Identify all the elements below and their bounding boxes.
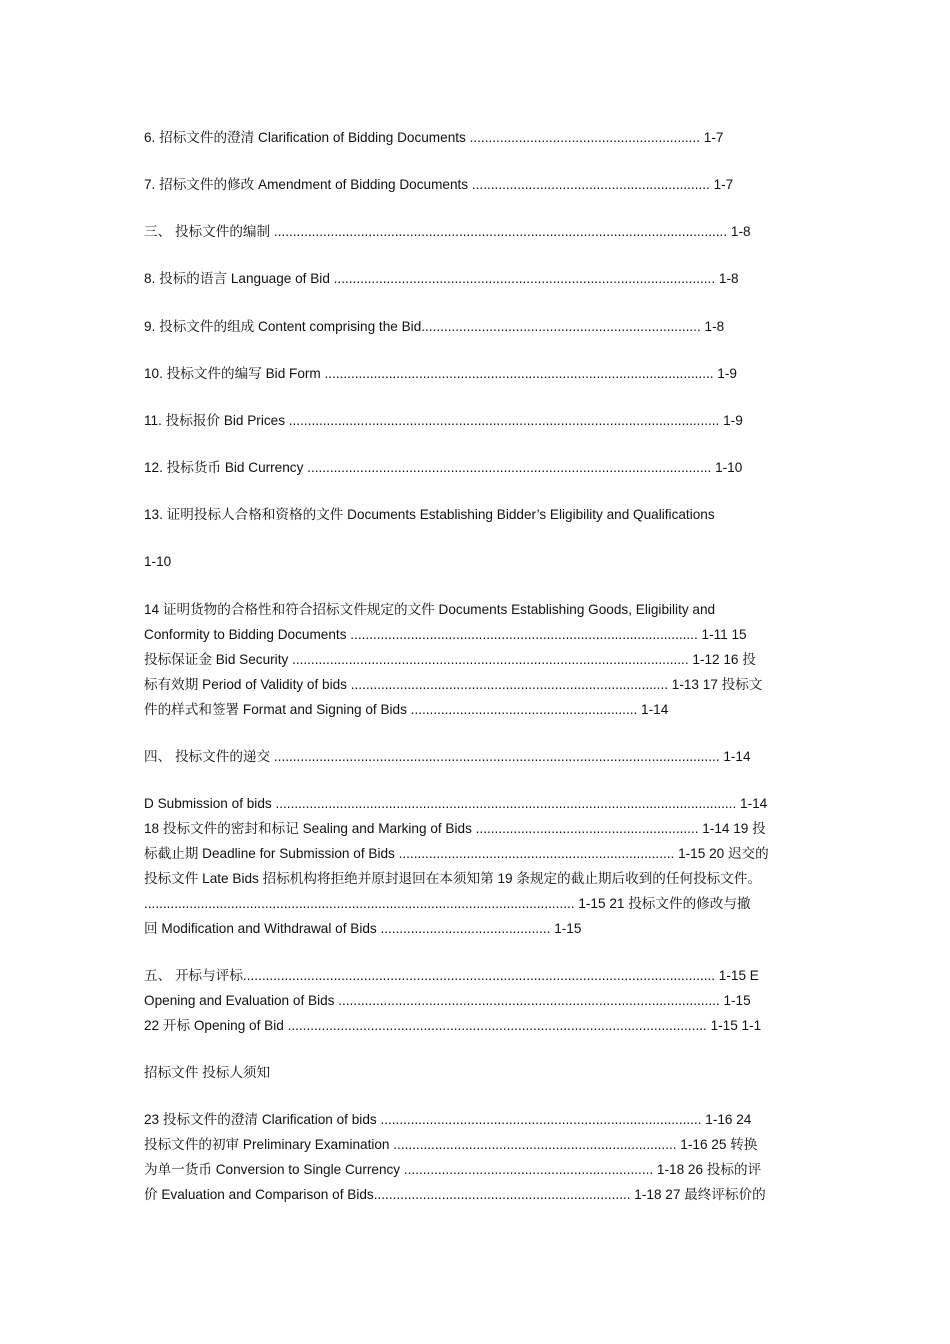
toc-entry: 8. 投标的语言 Language of Bid ..................................................................................................... 1-8 xyxy=(144,271,739,286)
toc-entry: 11. 投标报价 Bid Prices .................................................................................................................. 1-9 xyxy=(144,413,743,428)
toc-entry: 标有效期 Period of Validity of bids .................................................................................... 1-13 17 投标文 xyxy=(144,677,763,692)
toc-entry: 13. 证明投标人合格和资格的文件 Documents Establishing Bidder’s Eligibility and Qualifications xyxy=(144,507,715,522)
toc-entry: 投标保证金 Bid Security ......................................................................................................... 1-12 16 投 xyxy=(144,652,756,667)
toc-section-heading: 四、 投标文件的递交 ...................................................................................................................... 1-14 xyxy=(144,749,751,764)
toc-section-heading: 三、 投标文件的编制 ........................................................................................................................ 1-8 xyxy=(144,224,751,239)
toc-entry: 18 投标文件的密封和标记 Sealing and Marking of Bids ........................................................... 1-14 19 投 xyxy=(144,821,766,836)
toc-entry: 价 Evaluation and Comparison of Bids.................................................................... 1-18 27 最终评标价的 xyxy=(144,1187,766,1202)
toc-entry: 10. 投标文件的编写 Bid Form ....................................................................................................... 1-9 xyxy=(144,366,737,381)
toc-entry: 9. 投标文件的组成 Content comprising the Bid.......................................................................... 1-8 xyxy=(144,319,725,334)
toc-entry: 14 证明货物的合格性和符合招标文件规定的文件 Documents Establishing Goods, Eligibility and xyxy=(144,602,716,617)
toc-entry: Opening and Evaluation of Bids ..................................................................................................... 1-15 xyxy=(144,993,751,1008)
toc-entry: 投标文件 Late Bids 招标机构将拒绝并原封退回在本须知第 19 条规定的截止期后收到的任何投标文件。 xyxy=(144,871,762,886)
toc-section-heading: 五、 开标与评标............................................................................................................................. 1-15 E xyxy=(144,968,759,983)
toc-entry: 12. 投标货币 Bid Currency ........................................................................................................... 1-10 xyxy=(144,460,743,475)
running-header: 招标文件 投标人须知 xyxy=(144,1065,271,1080)
toc-entry: 23 投标文件的澄清 Clarification of bids ..................................................................................... 1-16 24 xyxy=(144,1112,752,1127)
toc-entry: 22 开标 Opening of Bid ............................................................................................................... 1-15 1-1 xyxy=(144,1018,762,1033)
toc-entry: 投标文件的初审 Preliminary Examination ........................................................................... 1-16 25 转换 xyxy=(144,1137,758,1152)
toc-entry: 为单一货币 Conversion to Single Currency .................................................................. 1-18 26 投标的评 xyxy=(144,1162,762,1177)
toc-entry: Conformity to Bidding Documents ............................................................................................ 1-11 15 xyxy=(144,627,747,642)
toc-entry: .................................................................................................................. 1-15 21 投标文件的修改与撤 xyxy=(144,896,751,911)
toc-entry: 件的样式和签署 Format and Signing of Bids ............................................................ 1-14 xyxy=(144,702,669,717)
toc-entry: D Submission of bids .......................................................................................................................... 1-14 xyxy=(144,796,768,811)
toc-entry: 7. 招标文件的修改 Amendment of Bidding Documents ............................................................... 1-7 xyxy=(144,177,734,192)
toc-page-number: 1-10 xyxy=(144,554,172,569)
toc-entry: 6. 招标文件的澄清 Clarification of Bidding Documents ............................................................. 1-7 xyxy=(144,130,724,145)
toc-entry: 标截止期 Deadline for Submission of Bids ......................................................................... 1-15 20 迟交的 xyxy=(144,846,769,861)
toc-entry: 回 Modification and Withdrawal of Bids ............................................. 1-15 xyxy=(144,921,582,936)
